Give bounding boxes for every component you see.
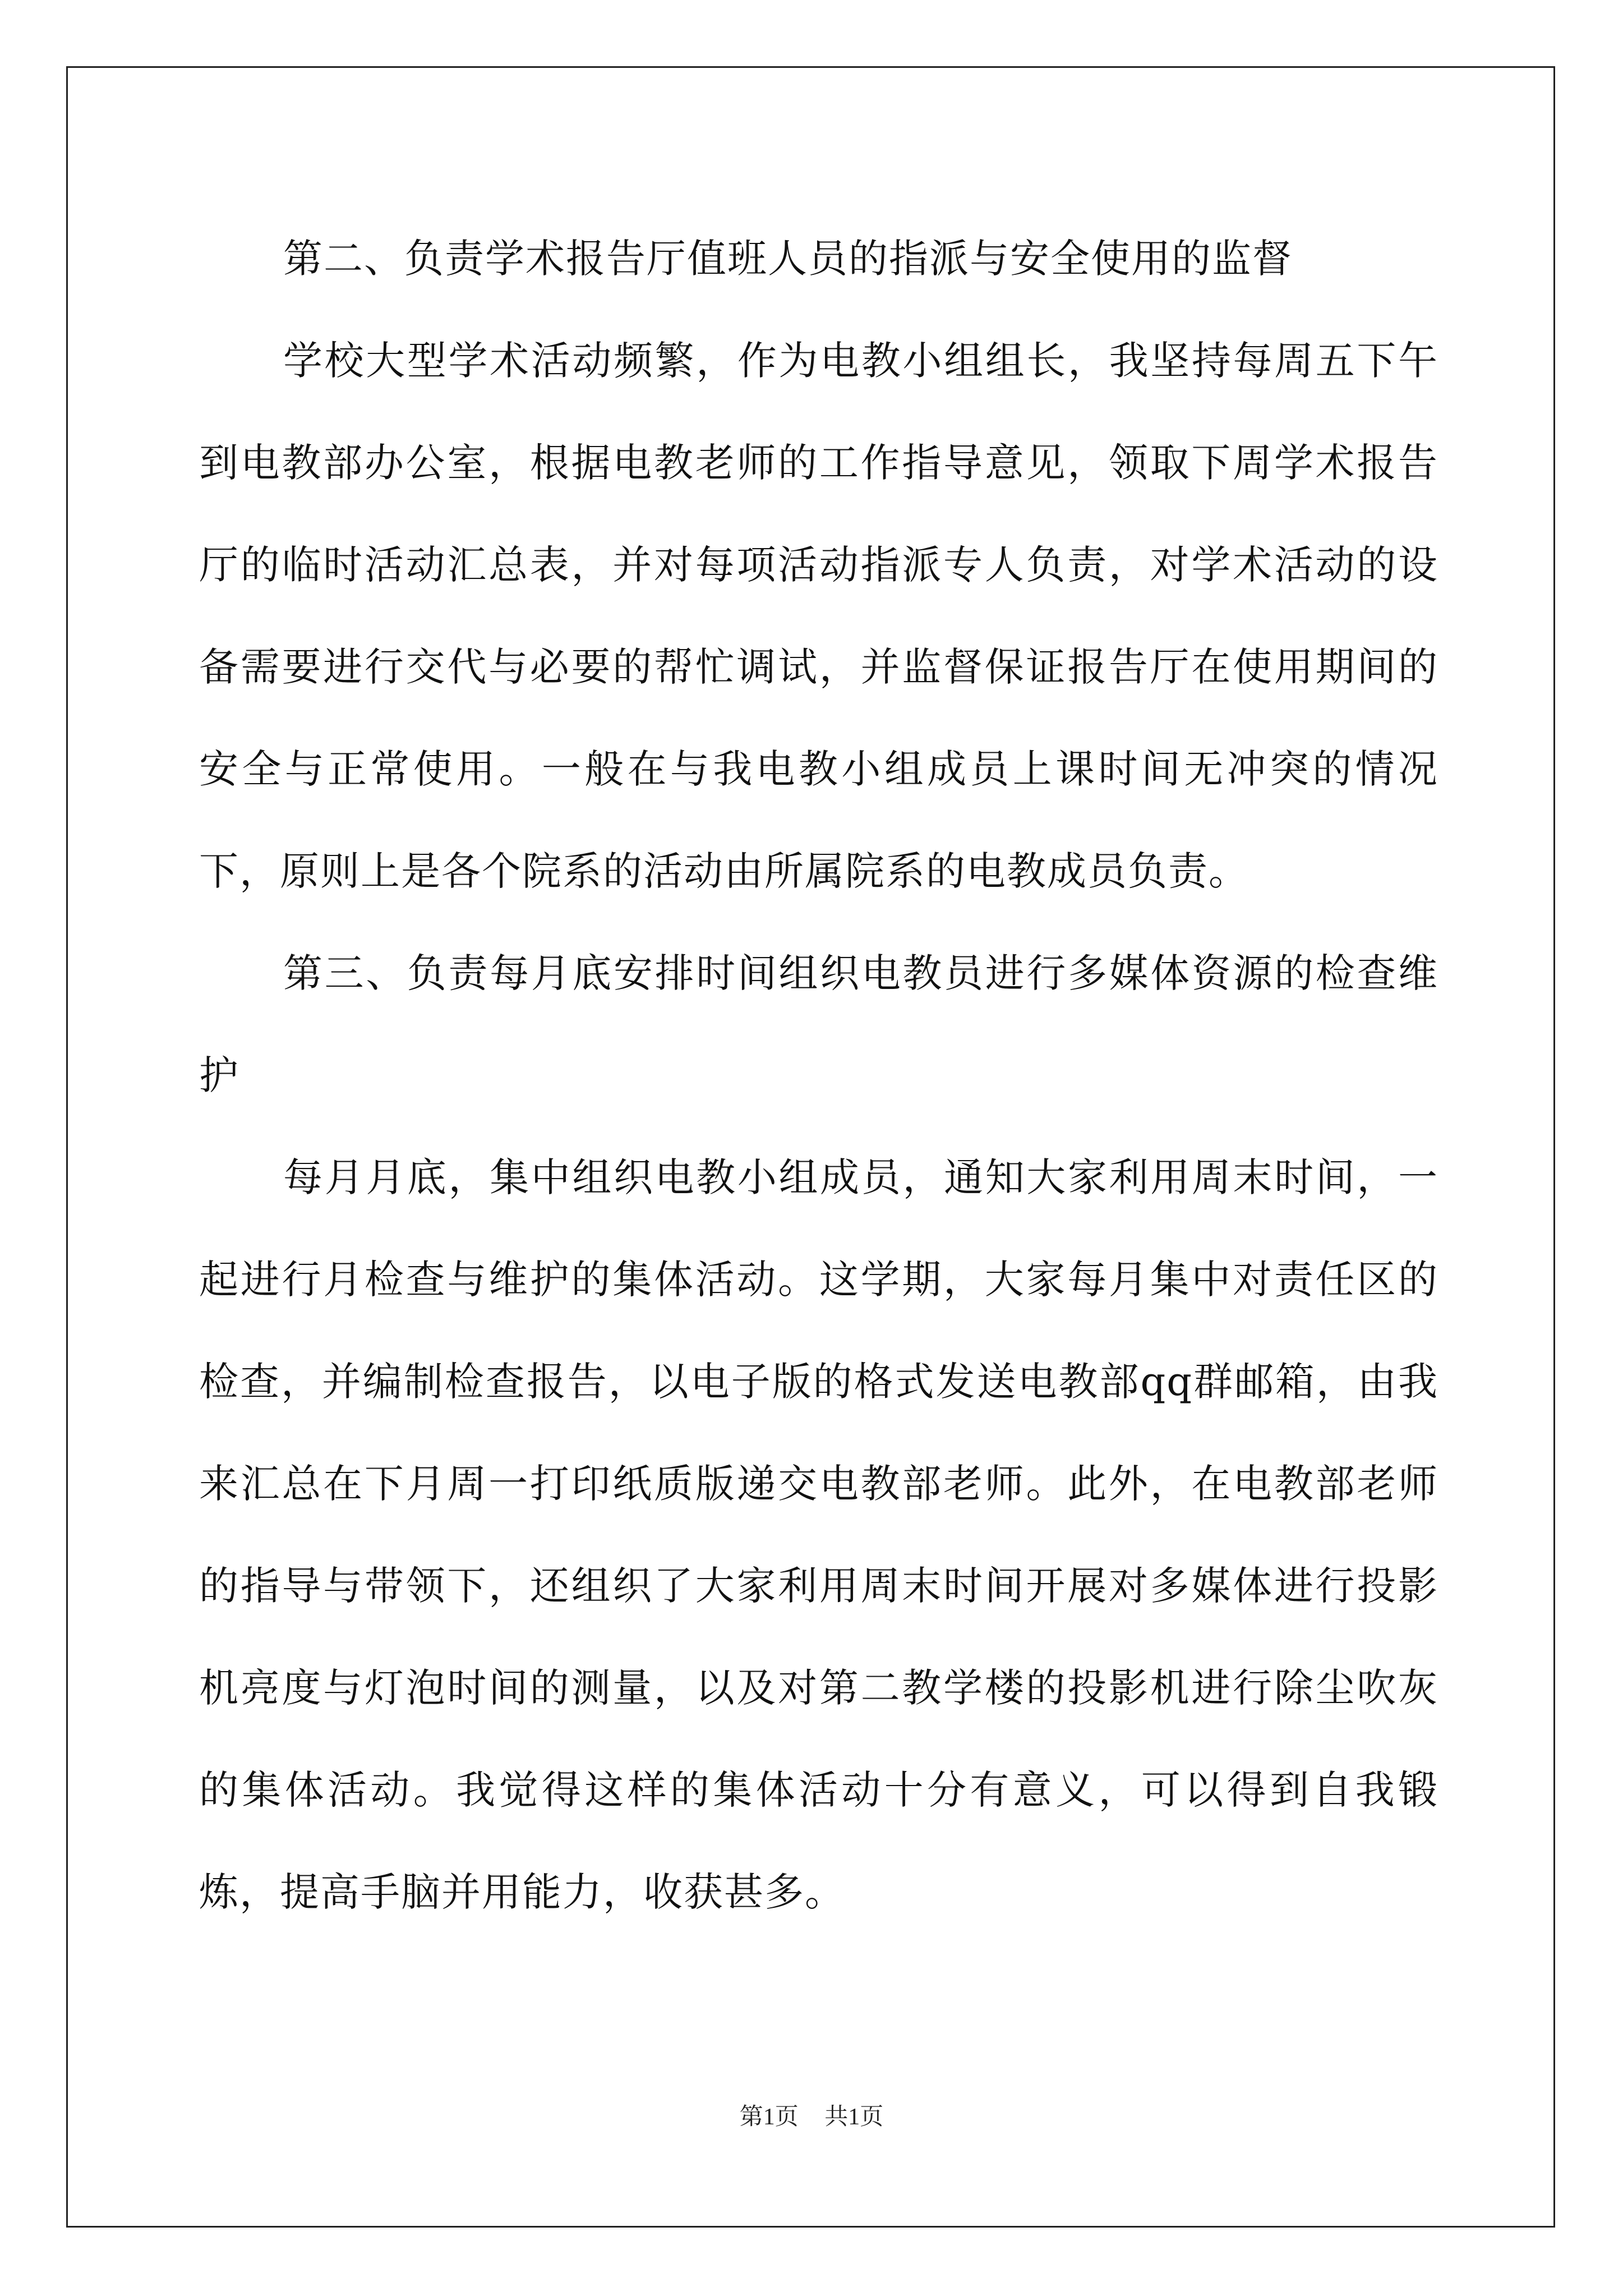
page-total: 共1页 bbox=[824, 2104, 884, 2130]
page-footer bbox=[0, 2098, 1623, 2132]
page-number: 第1页 bbox=[739, 2104, 799, 2130]
paragraph: 每月月底，集中组织电教小组成员，通知大家利用周末时间，一起进行月检查与维护的集体活动。这学期，大家每月集中对责任区的检查，并编制检查报告，以电子版的格式发送电教部qq群邮箱，由我来汇总在下月周一打印纸质版递交电教部老师。此外，在电教部老师的指导与带领下，还组织了大家利用周末时间开展对多媒体进行投影机亮度与灯泡时间的测量，以及对第二教学楼的投影机进行除尘吹灰的集体活动。我觉得这样的集体活动十分有意义，可以得到自我锻炼，提高手脑并用能力，收获甚多。 bbox=[199, 1154, 1438, 1915]
paragraph: 学校大型学术活动频繁，作为电教小组组长，我坚持每周五下午到电教部办公室，根据电教老师的工作指导意见，领取下周学术报告厅的临时活动汇总表，并对每项活动指派专人负责，对学术活动的设备需要进行交代与必要的帮忙调试，并监督保证报告厅在使用期间的安全与正常使用。一般在与我电教小组成员上课时间无冲突的情况下，原则上是各个院系的活动由所属院系的电教成员负责。 bbox=[199, 338, 1438, 894]
section-heading-3: 第三、负责每月底安排时间组织电教员进行多媒体资源的检查维护 bbox=[199, 950, 1438, 1098]
document-body bbox=[199, 208, 1438, 1943]
section-heading-2: 第二、负责学术报告厅值班人员的指派与安全使用的监督 bbox=[283, 236, 1293, 282]
